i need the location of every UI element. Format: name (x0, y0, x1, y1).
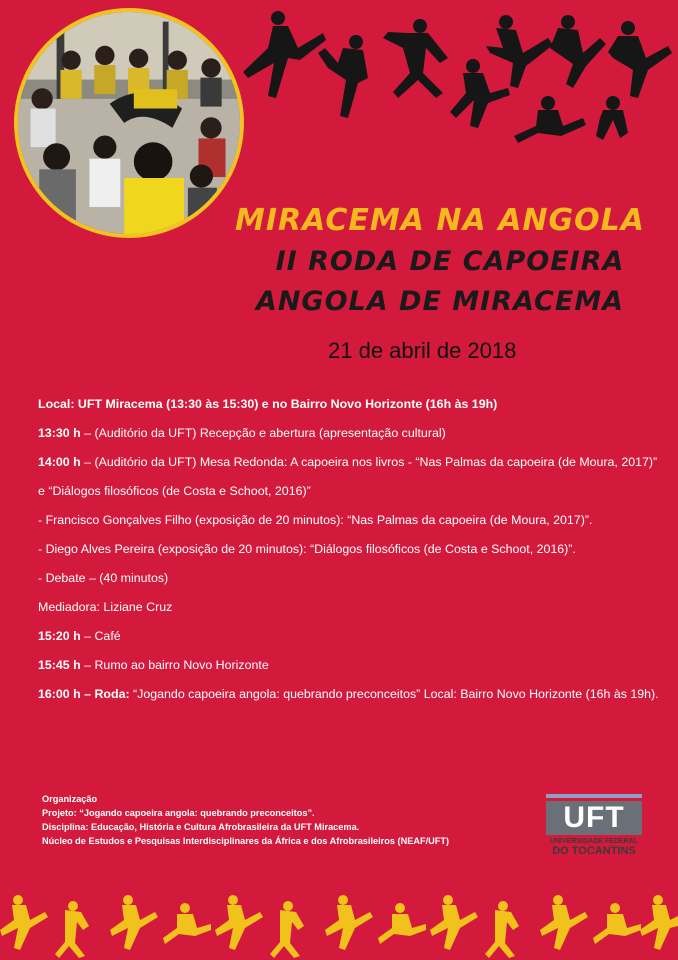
program-text: – (Auditório da UFT) Mesa Redonda: A capoeira nos livros - “Nas Palmas da capoeira (de Moura, 2017)” (80, 455, 658, 469)
program-speaker: - Diego Alves Pereira (exposição de 20 minutos): “Diálogos filosóficos (de Costa e Schoot, 2016)”. (38, 542, 576, 556)
title-block (230, 200, 650, 322)
program-item (38, 653, 658, 682)
program-item (38, 421, 658, 450)
event-title: MIRACEMA NA ANGOLA (235, 203, 645, 238)
program-item (38, 450, 658, 479)
program-debate: - Debate – (40 minutos) (38, 571, 169, 585)
organization-project: Projeto: “Jogando capoeira angola: quebrando preconceitos”. (42, 808, 315, 818)
event-subtitle-line1: II RODA DE CAPOEIRA (275, 246, 625, 277)
program-text: – (Auditório da UFT) Recepção e abertura (apresentação cultural) (80, 426, 446, 440)
uft-logo (546, 794, 642, 864)
program-speaker: - Francisco Gonçalves Filho (exposição de 20 minutos): “Nas Palmas da capoeira (de Moura, 2017)”. (38, 513, 593, 527)
organization-nucleus: Núcleo de Estudos e Pesquisas Interdisciplinares da África e dos Afrobrasileiros (NEAF/UFT) (42, 836, 450, 846)
program-schedule (38, 392, 658, 711)
event-date: 21 de abril de 2018 (328, 338, 517, 363)
program-item (38, 682, 658, 711)
program-time: 16:00 h – Roda: (38, 687, 130, 701)
program-text: “Jogando capoeira angola: quebrando preconceitos” Local: Bairro Novo Horizonte (16h às 19h). (129, 687, 659, 701)
program-time: 15:45 h (38, 658, 81, 672)
organization-discipline: Disciplina: Educação, História e Cultura Afrobrasileira da UFT Miracema. (42, 822, 360, 832)
program-text: – Rumo ao bairro Novo Horizonte (80, 658, 269, 672)
program-item (38, 624, 658, 653)
logo-subtitle: UNIVERSIDADE FEDERAL (550, 838, 638, 845)
organization-heading: Organização (42, 794, 98, 804)
capoeira-silhouettes-bottom (0, 890, 678, 960)
capoeira-silhouettes-top (228, 8, 673, 148)
logo-bar (546, 794, 642, 798)
program-time: 14:00 h (38, 455, 81, 469)
program-moderator: Mediadora: Liziane Cruz (38, 600, 173, 614)
logo-letters: UFT (546, 801, 642, 835)
program-text: – Café (80, 629, 121, 643)
program-time: 13:30 h (38, 426, 81, 440)
program-time: 15:20 h (38, 629, 81, 643)
event-subtitle-line2: ANGOLA DE MIRACEMA (255, 286, 625, 317)
logo-subtitle-state: DO TOCANTINS (552, 845, 636, 857)
capoeira-roda-photo (14, 8, 244, 238)
organization-credits (42, 792, 522, 848)
program-location: Local: UFT Miracema (13:30 às 15:30) e no Bairro Novo Horizonte (16h às 19h) (38, 397, 498, 411)
program-item-continuation: e “Diálogos filosóficos (de Costa e Schoot, 2016)” (38, 484, 311, 498)
